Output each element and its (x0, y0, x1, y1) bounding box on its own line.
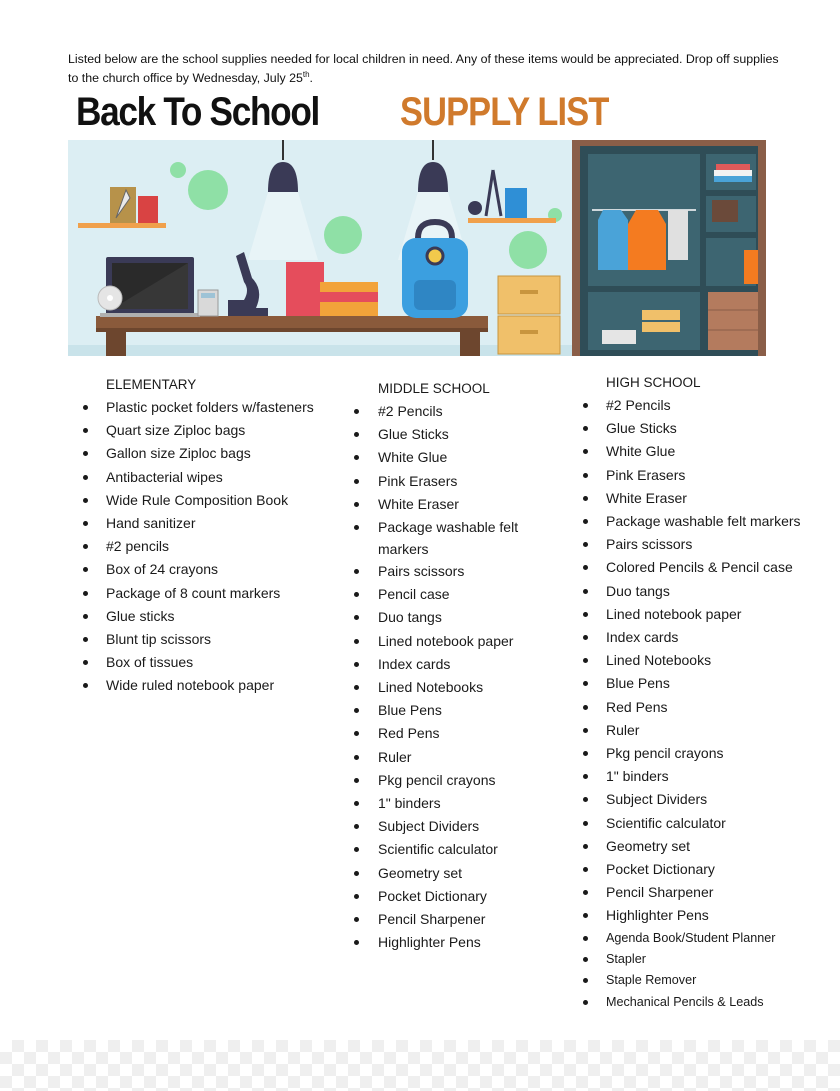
elementary-column (106, 377, 314, 698)
list-item: Plastic pocket folders w/fasteners (106, 396, 314, 419)
intro-end: . (309, 71, 313, 86)
list-item: #2 Pencils (606, 394, 831, 417)
list-item: Pencil case (378, 583, 563, 606)
list-item: Pkg pencil crayons (606, 742, 831, 765)
list-item: Blunt tip scissors (106, 628, 314, 651)
shirt-icon (598, 210, 628, 270)
list-item: Glue sticks (106, 605, 314, 628)
intro-ordinal-suffix: th (302, 70, 310, 80)
middle-school-heading: MIDDLE SCHOOL (378, 381, 490, 396)
list-item: Package washable felt markers (606, 510, 831, 533)
list-item: Geometry set (378, 862, 563, 885)
list-item: Index cards (378, 653, 563, 676)
list-item: Gallon size Ziploc bags (106, 442, 314, 465)
cup-icon (505, 188, 527, 218)
list-item: Glue Sticks (606, 417, 831, 440)
transparent-background (0, 1040, 840, 1091)
green-dot (170, 162, 186, 178)
list-item: 1" binders (378, 792, 563, 815)
green-dot (188, 170, 228, 210)
list-item: Glue Sticks (378, 423, 563, 446)
list-item: Pairs scissors (606, 533, 831, 556)
desk-leg (460, 328, 480, 356)
list-item: Geometry set (606, 835, 831, 858)
elementary-heading: ELEMENTARY (106, 377, 197, 392)
intro-paragraph (68, 50, 788, 88)
high-school-column (606, 375, 831, 1013)
list-item: White Eraser (378, 493, 563, 516)
middle-school-column (378, 381, 563, 954)
list-item: White Glue (606, 440, 831, 463)
list-item: Quart size Ziploc bags (106, 419, 314, 442)
list-item: Pocket Dictionary (606, 858, 831, 881)
green-dot (509, 231, 547, 269)
list-item: White Glue (378, 446, 563, 469)
gear-icon (468, 201, 482, 215)
list-item: Lined notebook paper (606, 603, 831, 626)
list-item: Red Pens (606, 696, 831, 719)
list-item: Antibacterial wipes (106, 466, 314, 489)
banner (68, 86, 766, 356)
list-item: Hand sanitizer (106, 512, 314, 535)
list-item: Subject Dividers (606, 788, 831, 811)
list-item: Blue Pens (606, 672, 831, 695)
list-item: Package of 8 count markers (106, 582, 314, 605)
storage-box (712, 200, 738, 222)
high-school-list (606, 394, 831, 1013)
desk-leg (106, 328, 126, 356)
right-shelf (468, 218, 556, 223)
list-item: Wide ruled notebook paper (106, 674, 314, 697)
classroom-illustration (68, 140, 766, 356)
floor-strip (68, 345, 572, 356)
list-item: Box of tissues (106, 651, 314, 674)
storage-box (498, 276, 560, 314)
list-item: Pencil Sharpener (606, 881, 831, 904)
banner-title-supply-list: SUPPLY LIST (400, 90, 609, 134)
intro-text: Listed below are the school supplies needed for local children in need. Any of these items would be appreciated. Drop off supplies to the church office by Wednesday, July 25 (68, 52, 779, 86)
list-item: Mechanical Pencils & Leads (606, 992, 831, 1013)
list-item: Wide Rule Composition Book (106, 489, 314, 512)
folded-clothes (716, 164, 750, 170)
laptop-base (100, 313, 200, 317)
list-item: Lined Notebooks (378, 676, 563, 699)
banner-title-back-to-school: Back To School (76, 90, 319, 134)
list-item: Scientific calculator (378, 838, 563, 861)
list-item: Pink Erasers (606, 464, 831, 487)
elementary-list (106, 396, 314, 698)
list-item: Pairs scissors (378, 560, 563, 583)
list-item: Package washable felt markers (378, 516, 563, 560)
list-item: Box of 24 crayons (106, 558, 314, 581)
list-item: Red Pens (378, 722, 563, 745)
book-icon (138, 196, 158, 223)
list-item: White Eraser (606, 487, 831, 510)
list-item: Pkg pencil crayons (378, 769, 563, 792)
middle-school-list (378, 400, 563, 954)
list-item: Lined notebook paper (378, 630, 563, 653)
list-item: #2 Pencils (378, 400, 563, 423)
list-item: Duo tangs (378, 606, 563, 629)
list-item: 1" binders (606, 765, 831, 788)
list-item: Ruler (378, 746, 563, 769)
list-item: Pink Erasers (378, 470, 563, 493)
list-item: Highlighter Pens (378, 931, 563, 954)
green-dot (324, 216, 362, 254)
list-item: Agenda Book/Student Planner (606, 928, 831, 949)
list-item: Pocket Dictionary (378, 885, 563, 908)
list-item: Index cards (606, 626, 831, 649)
list-item: Lined Notebooks (606, 649, 831, 672)
list-item: Subject Dividers (378, 815, 563, 838)
list-item: Scientific calculator (606, 812, 831, 835)
high-school-heading: HIGH SCHOOL (606, 375, 701, 390)
list-item: Pencil Sharpener (378, 908, 563, 931)
left-shelf (78, 223, 166, 228)
list-item: Stapler (606, 949, 831, 970)
shoe-icon (602, 330, 636, 344)
list-item: Blue Pens (378, 699, 563, 722)
list-item: Staple Remover (606, 970, 831, 991)
book-stack (286, 262, 324, 316)
list-item: Colored Pencils & Pencil case (606, 556, 831, 579)
list-item: Highlighter Pens (606, 904, 831, 927)
list-item: Ruler (606, 719, 831, 742)
list-item: Duo tangs (606, 580, 831, 603)
list-item: #2 pencils (106, 535, 314, 558)
shirt-icon (628, 210, 666, 270)
